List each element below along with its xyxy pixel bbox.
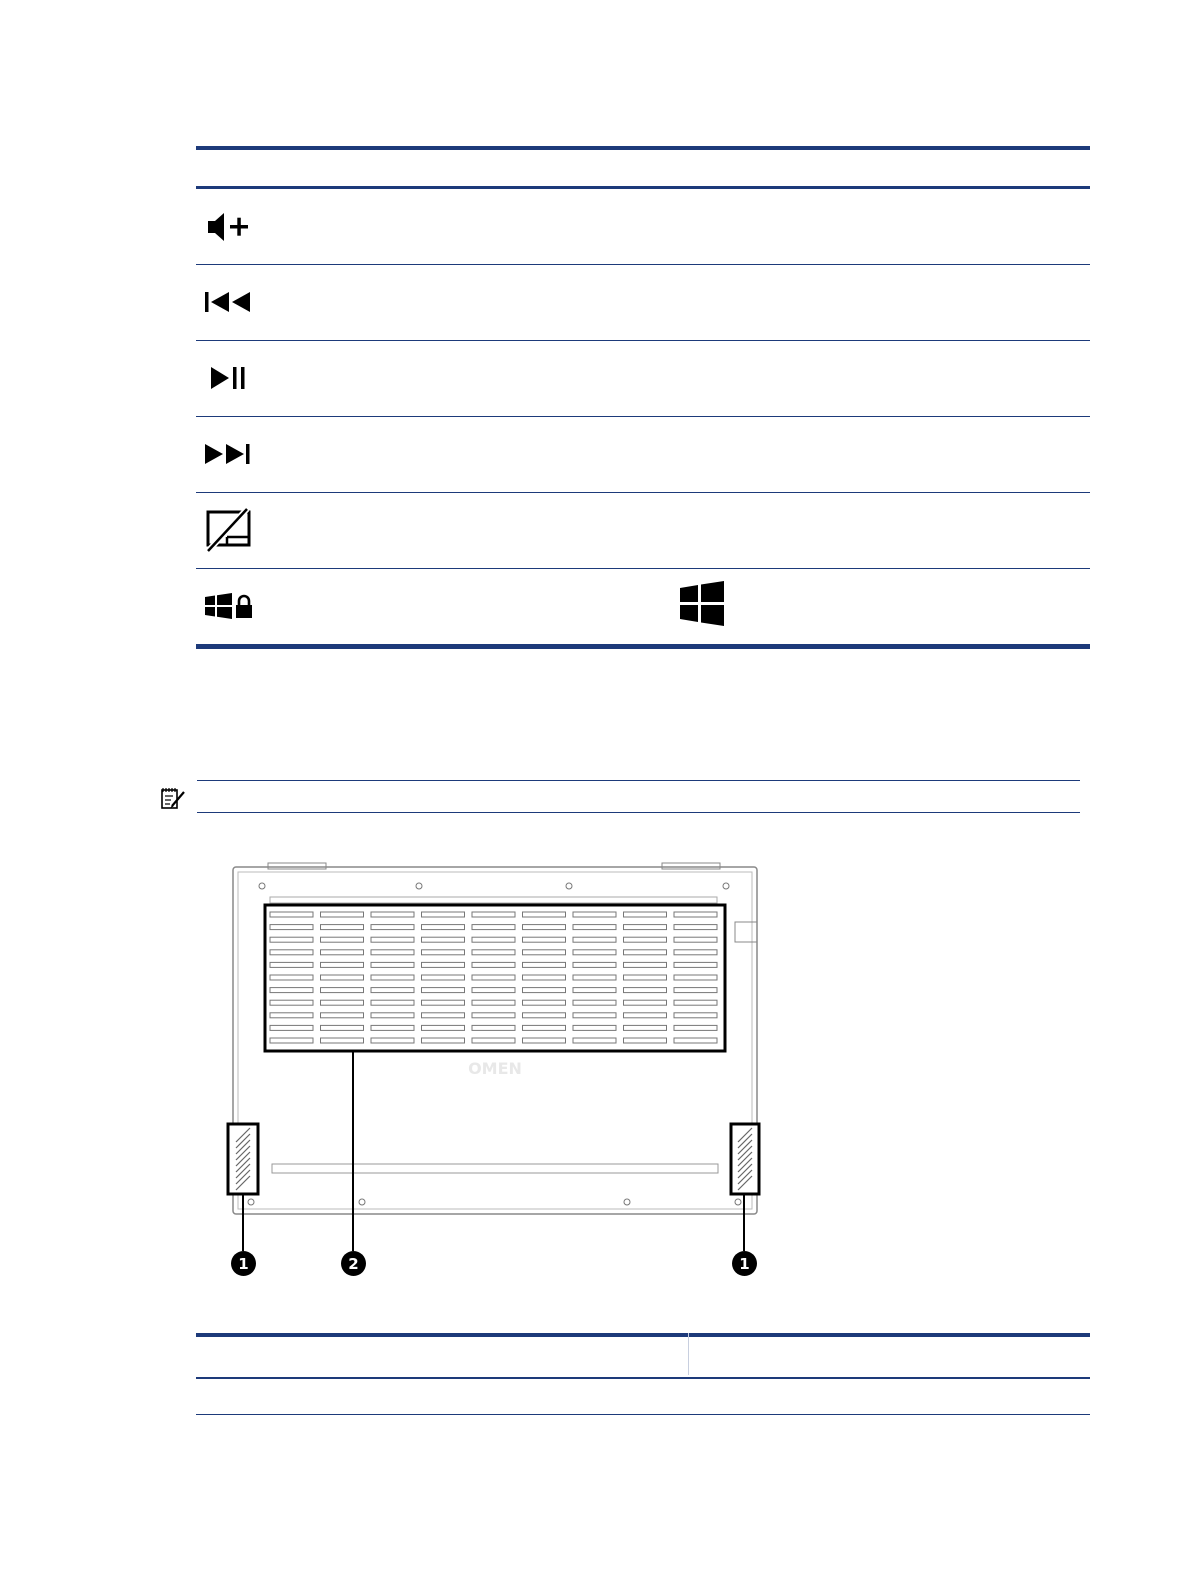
next-track-icon [202,431,252,477]
volume-up-icon [202,203,252,249]
table-row [196,265,1090,341]
windows-lock-icon [202,583,252,629]
vent-slot [573,1038,616,1043]
vent-slot [472,937,515,942]
svg-text:OMEN: OMEN [468,1059,522,1078]
vent-slot [674,1025,717,1030]
hotkey-table [196,146,1090,649]
vent-slot [270,912,313,917]
vent-slot [624,1038,667,1043]
note-rule-top [197,780,1080,781]
vent-slot [472,962,515,967]
vent-slot [523,937,566,942]
vent-slot [422,1000,465,1005]
vent-slot [270,925,313,930]
vent-slot [371,1013,414,1018]
vent-slot [270,1025,313,1030]
vent-slot [674,1038,717,1043]
previous-track-icon [202,279,252,325]
vent-slot [573,988,616,993]
vent-slot [523,1038,566,1043]
vent-slot [321,950,364,955]
vent-slot [472,950,515,955]
touchpad-off-icon [202,507,252,553]
table-row [196,417,1090,493]
vent-slot [573,1013,616,1018]
vent-slot [472,1038,515,1043]
vent-slot [674,988,717,993]
column-divider [688,1333,689,1375]
note-rule-bottom [197,812,1080,813]
vent-slot [523,1000,566,1005]
table-row [196,1379,1090,1414]
vent-slot [270,988,313,993]
vent-slot [270,975,313,980]
vent-slot [523,1025,566,1030]
vent-slot [472,1025,515,1030]
callout-2: 2 [341,1251,366,1276]
vent-slot [422,925,465,930]
vent-slot [371,988,414,993]
vent-slot [674,962,717,967]
vent-slot [422,912,465,917]
vent-slot [371,925,414,930]
vent-slot [674,912,717,917]
vent-slot [371,1038,414,1043]
play-pause-icon [202,355,252,401]
note-box [160,780,1080,814]
vent-slot [422,975,465,980]
vent-slot [674,937,717,942]
vent-slot [573,975,616,980]
table-row [196,189,1090,265]
callout-1-right: 1 [732,1251,757,1276]
vent-slot [674,1013,717,1018]
component-table [196,1333,1090,1415]
vent-slot [624,912,667,917]
vent-slot [270,937,313,942]
vent-slot [573,925,616,930]
component-table-header [196,1337,1090,1377]
vent-slot [573,1025,616,1030]
table-header [196,150,1090,186]
vent-slot [371,962,414,967]
vent-slot [624,1000,667,1005]
vent-slot [523,975,566,980]
vent-slot [422,962,465,967]
vent-slot [523,912,566,917]
vent-slot [422,988,465,993]
vent-slot [624,1025,667,1030]
vent-slot [321,962,364,967]
vent-slot [523,925,566,930]
computer-bottom-illustration [220,858,780,1283]
callout-1-left: 1 [231,1251,256,1276]
vent-slot [472,1013,515,1018]
vent-slot [573,937,616,942]
component-table-bottom-rule [196,1414,1090,1415]
table-row [196,341,1090,417]
vent-slot [573,950,616,955]
vent-slot [624,988,667,993]
vent-slot [624,962,667,967]
vent-slot [371,1000,414,1005]
table-row [196,493,1090,569]
vent-slot [321,988,364,993]
vent-slot [270,962,313,967]
vent-slot [321,912,364,917]
vent-slot [371,950,414,955]
vent-slot [472,975,515,980]
vent-slot [321,975,364,980]
table-bottom-rule [196,645,1090,649]
vent-slot [523,962,566,967]
vent-slot [573,1000,616,1005]
vent-slot [624,1013,667,1018]
vent-slot [674,1000,717,1005]
vent-slot [321,1000,364,1005]
vent-slot [674,950,717,955]
vent-slot [371,1025,414,1030]
table-row [196,569,1090,645]
vent-slot [422,950,465,955]
vent-slot [573,912,616,917]
vent-slot [573,962,616,967]
windows-key-icon [678,580,726,628]
vent-slot [270,1013,313,1018]
note-icon [160,786,186,810]
vent-slot [371,937,414,942]
vent-slot [321,937,364,942]
vent-slot [624,950,667,955]
vent-slot [371,975,414,980]
vent-slot [321,1013,364,1018]
vent-slot [321,1025,364,1030]
vent-slot [321,1038,364,1043]
vent-slot [270,1000,313,1005]
vent-slot [523,950,566,955]
vent-slot [422,1013,465,1018]
vent-slot [523,1013,566,1018]
vent-slot [371,912,414,917]
vent-slot [270,950,313,955]
vent-slot [472,988,515,993]
vent-slot [472,912,515,917]
vent-slot [472,925,515,930]
vent-slot [422,1038,465,1043]
vent-slot [624,937,667,942]
vent-slot [674,975,717,980]
vent-slot [270,1038,313,1043]
vent-slot [472,1000,515,1005]
vent-slot [624,975,667,980]
vent-slot [674,925,717,930]
vent-slot [321,925,364,930]
vent-slot [523,988,566,993]
vent-slot [422,1025,465,1030]
vent-slot [624,925,667,930]
vent-slot [422,937,465,942]
